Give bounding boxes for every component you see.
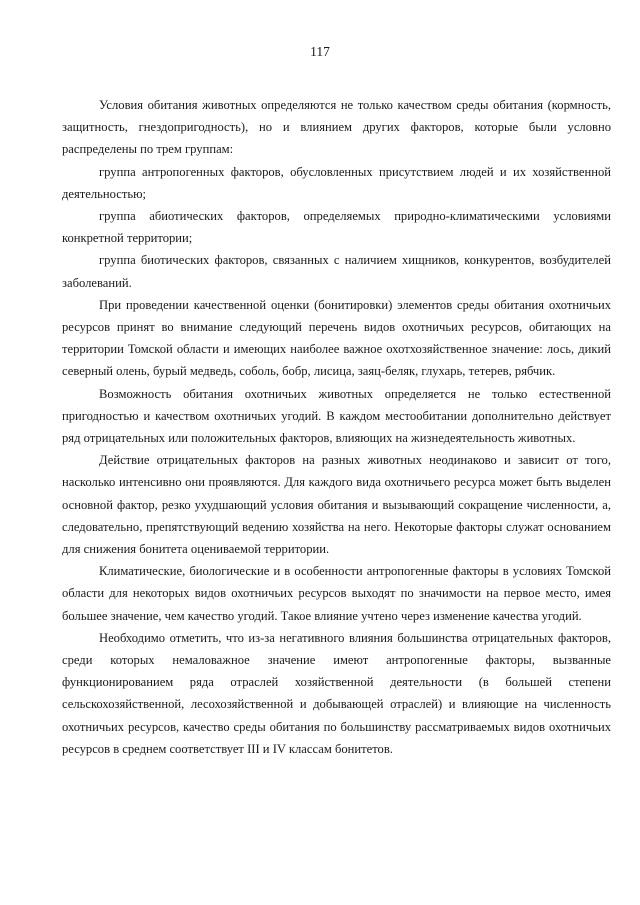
- paragraph: Необходимо отметить, что из-за негативного влияния большинства отрицательных факторов, среди которых немаловажное значение имеют антропогенные факторы, вызванные функционированием ряда отраслей хозяйственной деятельности (в большей степени сельскохозяйственной, лесохозяйственной и добывающей отраслей) и влияющие на численность охотничьих ресурсов, качество среды обитания по большинству рассматриваемых видов охотничьих ресурсов в среднем соответствует III и IV классам бонитетов.: [62, 630, 611, 756]
- list-item: группа абиотических факторов, определяемых природно-климатическими условиями конкретной территории;: [62, 209, 611, 246]
- page-number: 117: [310, 44, 330, 59]
- document-body: [62, 94, 611, 760]
- paragraph: Условия обитания животных определяются не только качеством среды обитания (кормность, защитность, гнездопригодность), но и влиянием других факторов, которые были условно распределены по трем группам:: [62, 98, 611, 157]
- paragraph: Действие отрицательных факторов на разных животных неодинаково и зависит от того, насколько интенсивно они проявляются. Для каждого вида охотничьего ресурса может быть выделен основной фактор, резко ухудшающий условия обитания и вызывающий сокращение численности, а, следовательно, препятствующий ведению хозяйства на него. Некоторые факторы служат основанием для снижения бонитета оцениваемой территории.: [62, 453, 611, 557]
- list-item: группа биотических факторов, связанных с наличием хищников, конкурентов, возбудителей заболеваний.: [62, 253, 611, 290]
- paragraph: Климатические, биологические и в особенности антропогенные факторы в условиях Томской области для некоторых видов охотничьих ресурсов выходят по значимости на первое место, имея большее значение, чем качество угодий. Такое влияние учтено через изменение качества угодий.: [62, 564, 611, 623]
- list-item: группа антропогенных факторов, обусловленных присутствием людей и их хозяйственной деятельностью;: [62, 164, 611, 201]
- paragraph: Возможность обитания охотничьих животных определяется не только естественной пригодностью и качеством охотничьих угодий. В каждом местообитании дополнительно действует ряд отрицательных или положительных факторов, влияющих на жизнедеятельность животных.: [62, 386, 611, 446]
- paragraph: При проведении качественной оценки (бонитировки) элементов среды обитания охотничьих ресурсов принят во внимание следующий перечень видов охотничьих ресурсов, обитающих на территории Томской области и имеющих наиболее важное охотхозяйственное значение: лось, дикий северный олень, бурый медведь, соболь, бобр, лисица, заяц-беляк, глухарь, тетерев, рябчик.: [62, 297, 611, 379]
